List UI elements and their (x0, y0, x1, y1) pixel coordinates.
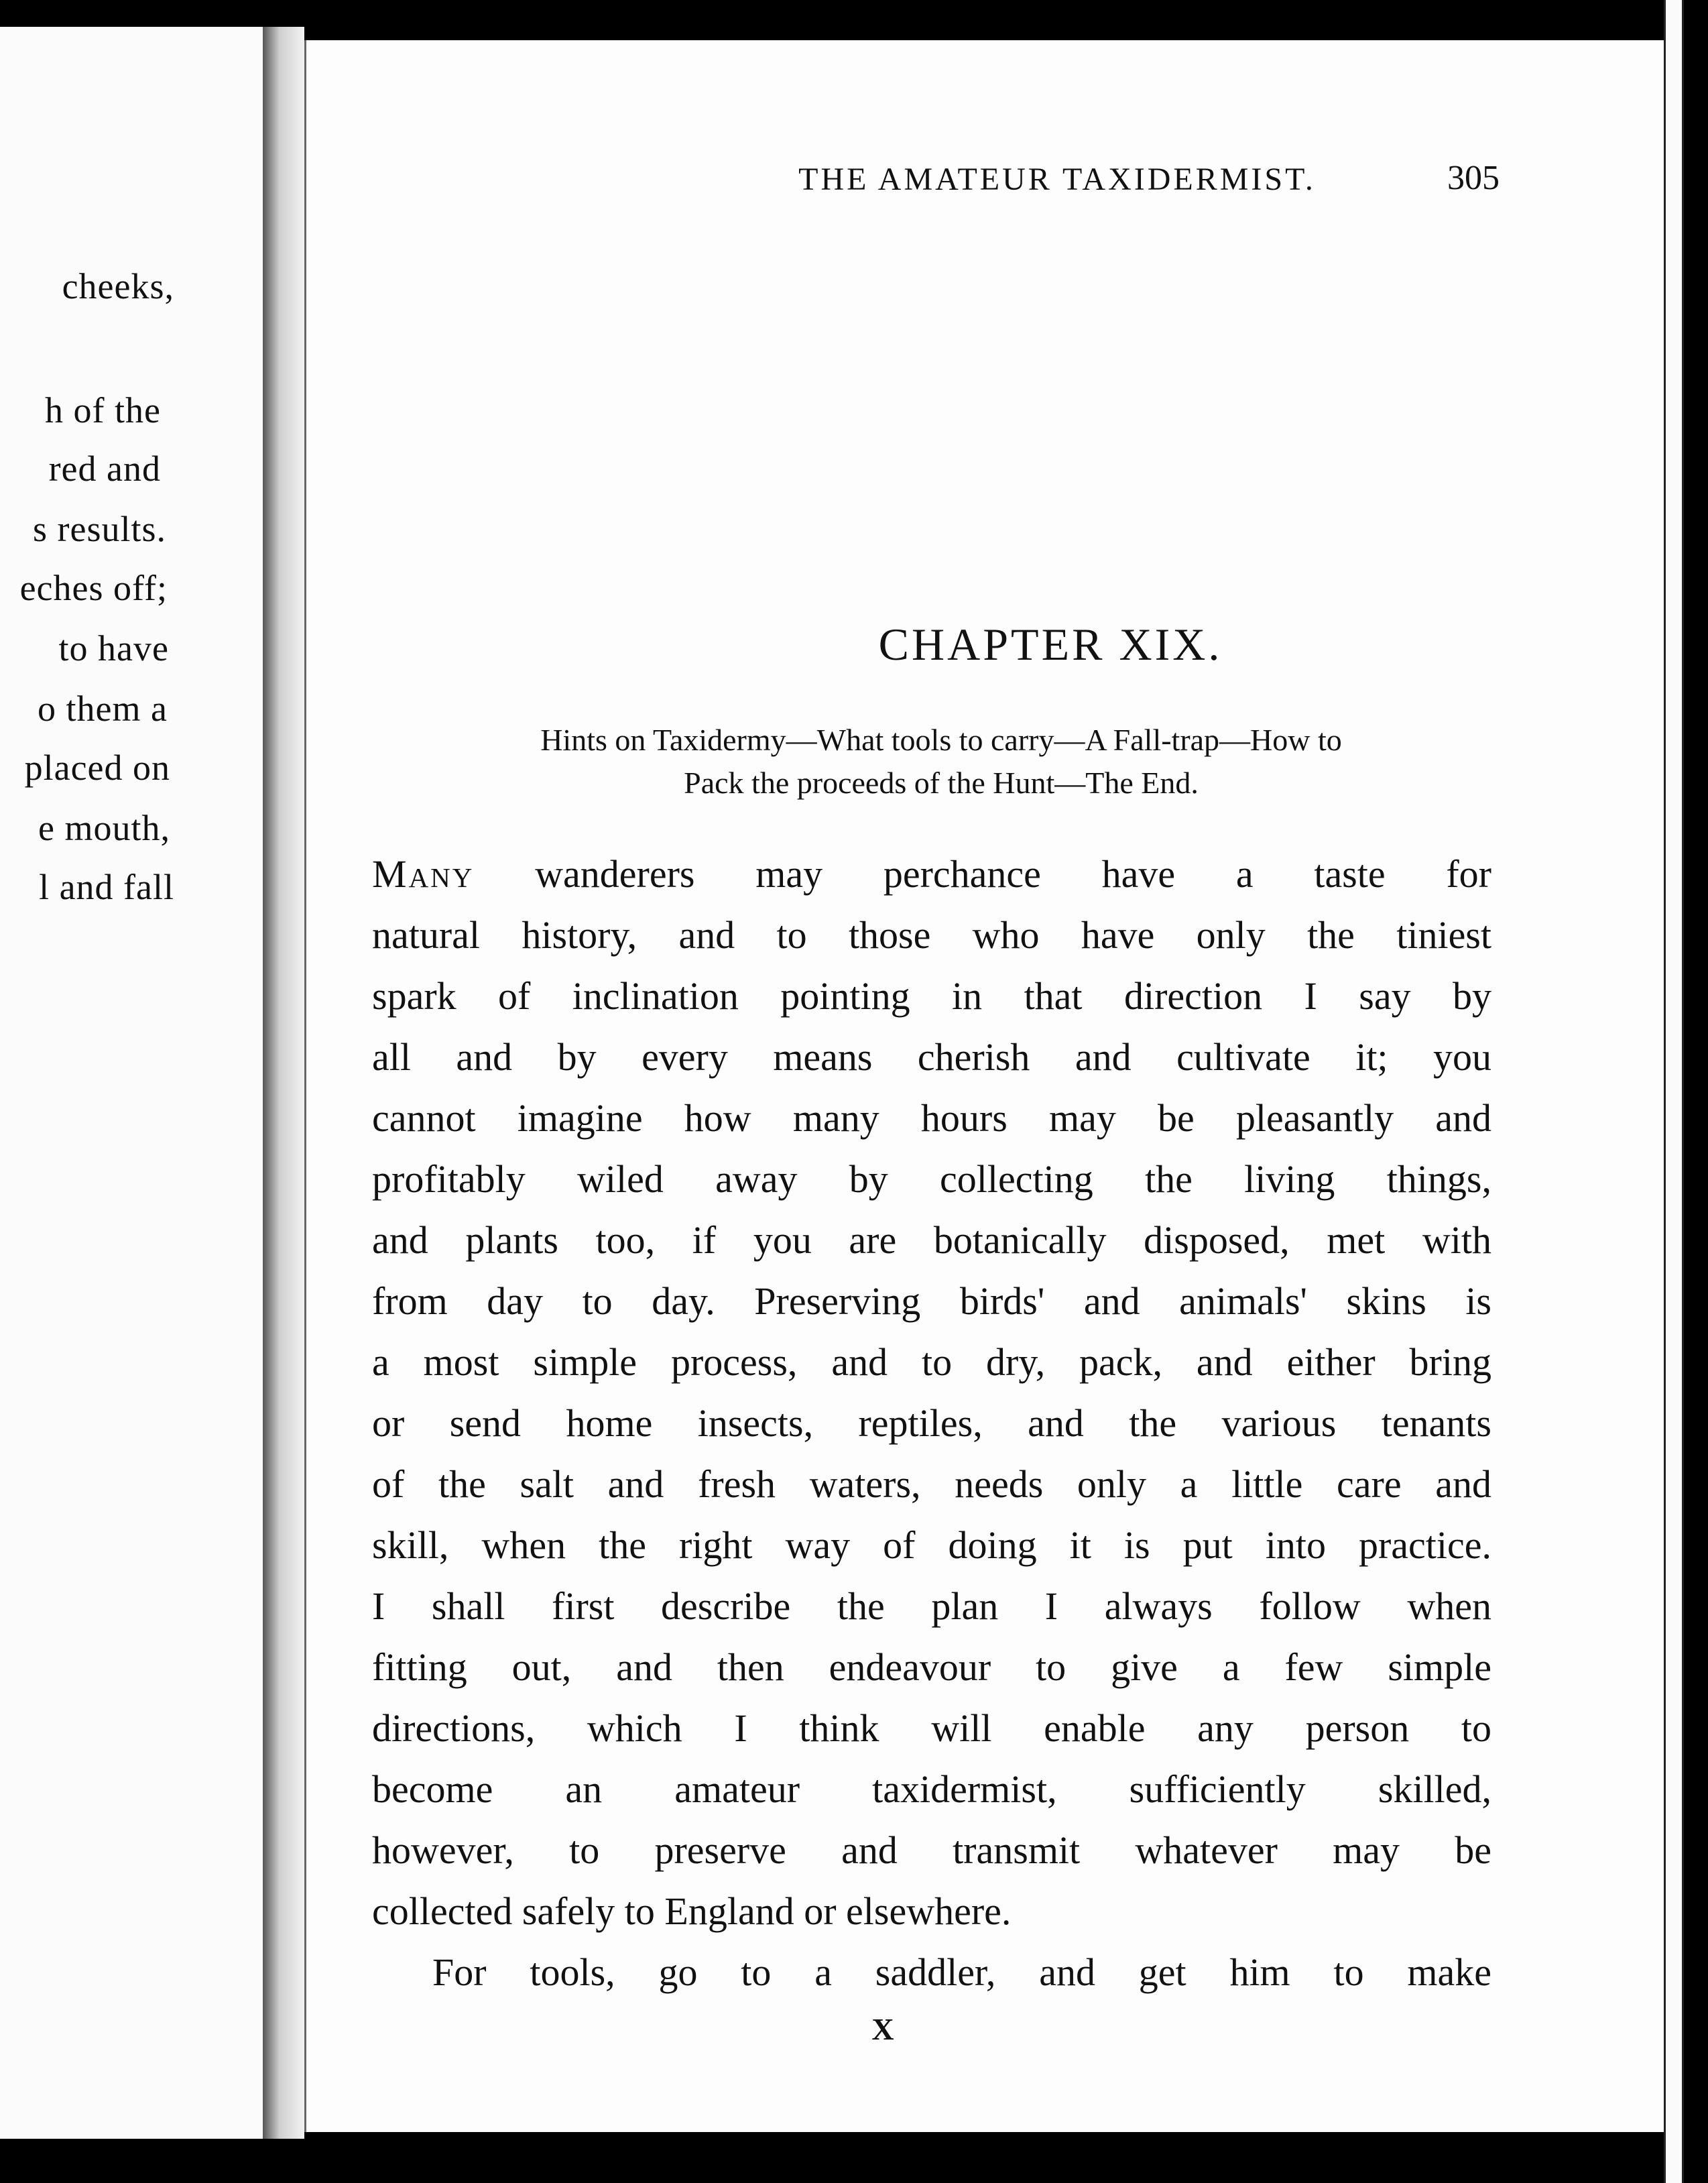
left-fragment: cheeks, (62, 266, 174, 306)
book-gutter (263, 27, 304, 2139)
summary-line: Hints on Taxidermy—What tools to carry—A Fall-trap—How to (540, 723, 1342, 757)
text-line: of the salt and fresh waters, needs only a little care and (372, 1462, 1491, 1506)
left-fragment: s results. (33, 509, 166, 549)
text-line: or send home insects, reptiles, and the various tenants (372, 1401, 1491, 1445)
text-line: from day to day. Preserving birds' and animals' skins is (372, 1279, 1491, 1323)
text-line: natural history, and to those who have only the tiniest (372, 913, 1491, 957)
chapter-body (372, 843, 1491, 2003)
text-line: collected safely to England or elsewhere. (372, 1889, 1012, 1933)
chapter-title: CHAPTER XIX. (878, 619, 1223, 670)
left-fragment: red and (48, 449, 161, 489)
left-fragment: h of the (45, 390, 161, 430)
text-line: a most simple process, and to dry, pack, and either bring (372, 1340, 1491, 1384)
text-line: skill, when the right way of doing it is put into practice. (372, 1523, 1491, 1567)
left-fragment: eches off; (19, 568, 168, 608)
facing-page-left (0, 27, 265, 2139)
text-line: fitting out, and then endeavour to give a few simple (372, 1645, 1491, 1689)
left-fragment: l and fall (39, 867, 174, 907)
text-line: For tools, go to a saddler, and get him to make (432, 1950, 1491, 1994)
text-line: cannot imagine how many hours may be pleasantly and (372, 1096, 1491, 1140)
text-line: all and by every means cherish and cultivate it; you (372, 1035, 1491, 1079)
text-line: become an amateur taxidermist, sufficiently skilled, (372, 1767, 1491, 1811)
left-fragment: to have (58, 628, 169, 668)
text-line: however, to preserve and transmit whatever may be (372, 1828, 1491, 1872)
left-fragment: o them a (38, 689, 168, 729)
summary-line: Pack the proceeds of the Hunt—The End. (684, 766, 1199, 800)
text-line: and plants too, if you are botanically disposed, met with (372, 1218, 1491, 1262)
text-line: I shall first describe the plan I always follow when (372, 1584, 1491, 1628)
text-line: spark of inclination pointing in that direction I say by (372, 974, 1491, 1018)
book-page (304, 40, 1666, 2132)
signature-mark: X (871, 2012, 894, 2046)
page-edge (1664, 0, 1684, 2183)
text-line (372, 843, 1491, 904)
left-fragment: e mouth, (38, 808, 170, 848)
running-head: THE AMATEUR TAXIDERMIST. (798, 162, 1316, 197)
chapter-summary (368, 719, 1514, 805)
text-line: directions, which I think will enable any person to (372, 1706, 1491, 1750)
page-number: 305 (1447, 159, 1500, 197)
opening-word: Many (372, 852, 475, 896)
text-line: profitably wiled away by collecting the living things, (372, 1157, 1491, 1201)
left-fragment: placed on (24, 748, 170, 788)
text-line-rest: wanderers may perchance have a taste for (535, 852, 1491, 896)
